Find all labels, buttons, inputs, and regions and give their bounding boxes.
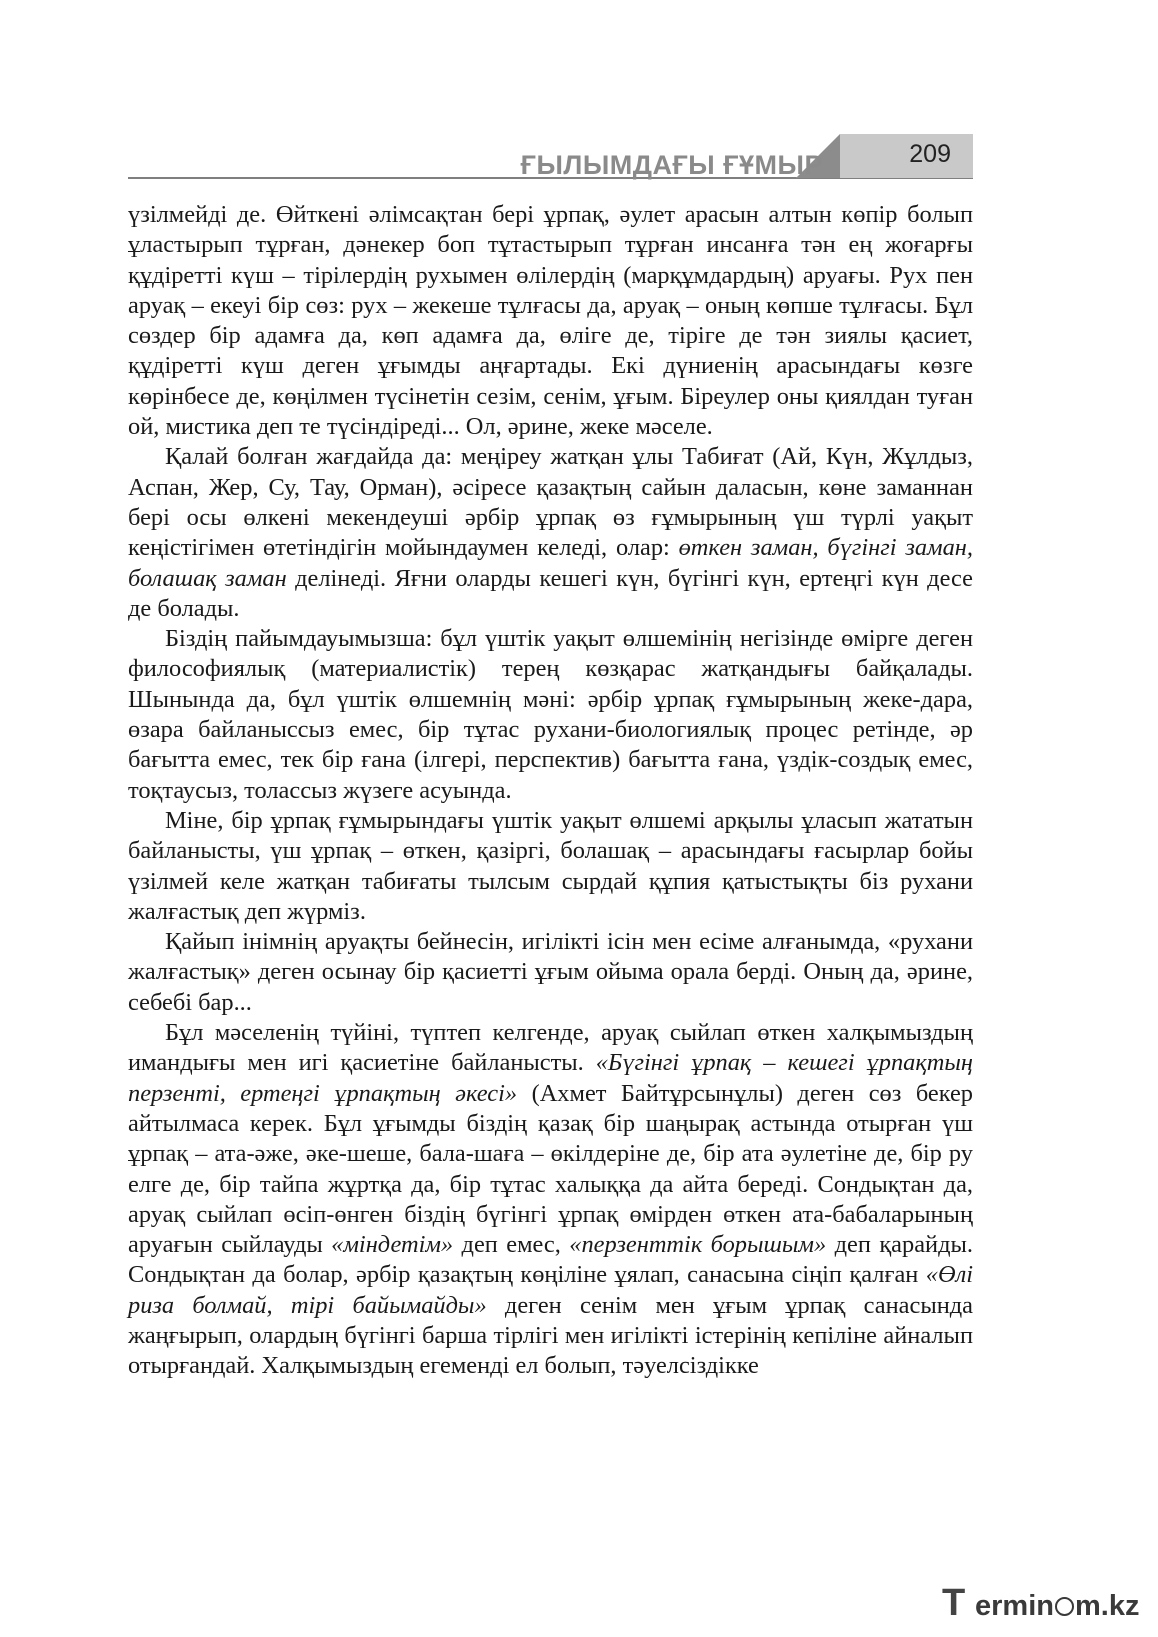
italic-quote: «міндетім» bbox=[331, 1231, 454, 1259]
running-header bbox=[128, 134, 973, 184]
watermark-initial: T bbox=[942, 1582, 966, 1624]
watermark-logo bbox=[942, 1582, 1142, 1622]
paragraph: Қайып інімнің аруақты бейнесін, игілікті ісін мен есіме алғанымда, «рухани жалғастық» деген осынау бір қасиетті ұғым ойыма орала берді. Оның да, әрине, себебі бар... bbox=[128, 928, 973, 1016]
paragraph: Қалай болған жағдайда да: меңіреу жатқан ұлы Табиғат (Ай, Күн, Жұлдыз, Аспан, Жер, Су, Тау, Орман), әсіресе қазақтың сайын даласын, көне заманнан бері осы өлкені мекендеуші әрбір ұрпақ өз ғұмырының үш түрлі уақыт кеңістігімен өтетіндігін мойындаумен келеді, олар: өткен заман, бүгінгі заман, болашақ заман делінеді. Яғни оларды кешегі күн, бүгінгі күн, ертеңгі күн десе де болады. bbox=[128, 443, 973, 622]
chapter-title: ҒЫЛЫМДАҒЫ ҒҰМЫР bbox=[520, 150, 823, 180]
paragraph: үзілмейді де. Өйткені әлімсақтан бері ұрпақ, әулет арасын алтын көпір болып ұластырып тұрған, дәнекер боп тұтастырып тұрған инсанға тән ең жоғарғы құдіретті күш – тірілердің рухымен өлілердің (марқұмдардың) аруағы. Рух пен аруақ – екеуі бір сөз: рух – жекеше тұлғасы да, аруақ – оның көпше тұлғасы. Бұл сөздер бір адамға да, көп адамға да, өлігe де, тірігe де тән зиялы қасиет, құдіретті күш деген ұғымды аңғартады. Екі дүниенің арасындағы көзге көрінбесе де, көңілмен түсінетін сезім, сенім, ұғым. Біреулер оны қиялдан туған ой, мистика деп те түсіндіреді... Ол, әрине, жеке мәселе. bbox=[128, 201, 973, 441]
italic-quote: «перзенттік борышым» bbox=[569, 1231, 827, 1259]
page-number: 209 bbox=[909, 140, 951, 168]
italic-quote: «Бүгінгі ұрпақ – кешегі ұрпақтың перзенті, ертеңгі ұрпақтың әкесі» bbox=[128, 1049, 973, 1107]
paragraph: Біздің пайымдауымызша: бұл үштік уақыт өлшемінің негізінде өмірге деген философиялық (материалистік) терең көзқарас жатқандығы байқалады. Шынында да, бұл үштік өлшемнің мәні: әрбір ұрпақ ғұмырының жеке-дара, өзара байланыссыз емес, бір тұтас рухани-биологиялық процес ретінде, әр бағытта емес, тек бір ғана (ілгері, перспектив) бағытта ғана, үздік-создық емес, тоқтаусыз, толассыз жүзеге асуында. bbox=[128, 625, 973, 804]
italic-quote: «Өлі риза болмай, тірі байымайды» bbox=[128, 1261, 973, 1319]
paragraph: Міне, бір ұрпақ ғұмырындағы үштік уақыт өлшемі арқылы ұласып жататын байланысты, үш ұрпақ – өткен, қазіргі, болашақ – арасындағы ғасырлар бойы үзілмей келе жатқан табиғаты тылсым сырдай құпия қатыстықты біз рухани жалғастық деп жүрміз. bbox=[128, 806, 973, 925]
body-text bbox=[128, 200, 973, 1382]
paragraph: Бұл мәселенің түйіні, түптеп келгенде, аруақ сыйлап өткен халқымыздың имандығы мен игі қасиетіне байланысты. «Бүгінгі ұрпақ – кешегі ұрпақтың перзенті, ертеңгі ұрпақтың әкесі» (Ахмет Байтұрсынұлы) деген сөз бекер айтылмаса керек. Бұл ұғымды біздің қазақ бір шаңырақ астында отырған үш ұрпақ – ата-әже, әке-шеше, бала-шаға – өкілдеріне де, бір ата әулетіне де, бір ру елге де, бір тайпа жұртқа да, бір тұтас халыққа да айта береді. Сондықтан да, аруақ сыйлап өсіп-өнген біздің бүгінгі ұрпақ өмірден өткен ата-бабаларының аруағын сыйлауды «міндетім» деп емес, «перзенттік борышым» деп қарайды. Сондықтан да болар, әрбір қазақтың көңіліне ұялап, санасына сіңіп қалған «Өлі риза болмай, тірі байымайды» деген сенім мен ұғым ұрпақ санасында жаңғырып, олардың бүгінгі барша тірлігі мен игілікті істерінің кепіліне айналып отырғандай. Халқымыздың егеменді ел болып, тәуелсіздікке bbox=[128, 1019, 973, 1380]
italic-phrase: өткен заман, бүгінгі заман, болашақ заман bbox=[128, 534, 973, 592]
magnifier-icon bbox=[1055, 1597, 1074, 1616]
watermark-text: ermin m.kz bbox=[975, 1590, 1140, 1622]
